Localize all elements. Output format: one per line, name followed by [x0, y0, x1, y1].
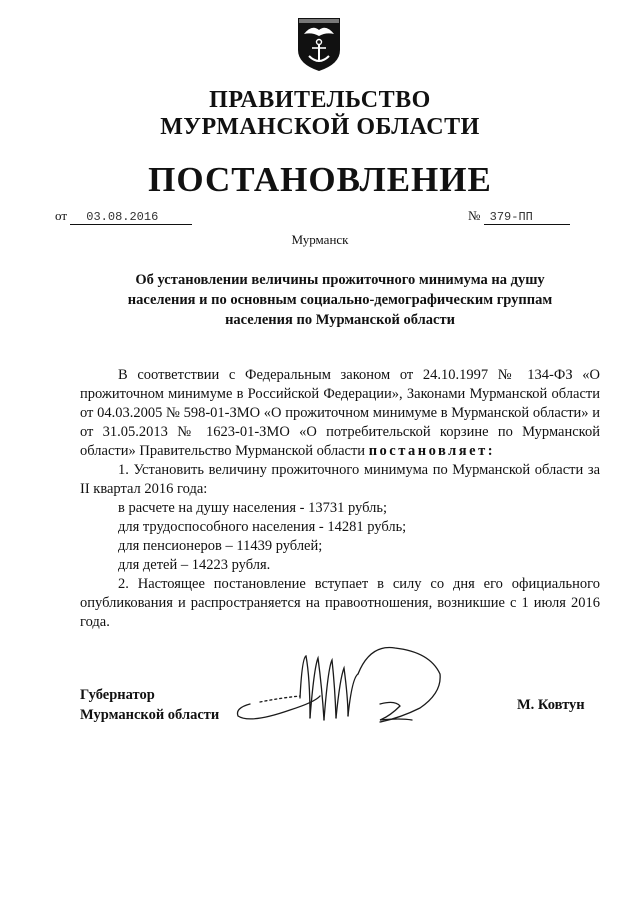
item-2: 2. Настоящее постановление вступает в силу со дня его официального опубликования и распространяется на правоотношения, возникшие с 1 июля 2016 года. — [80, 576, 600, 630]
signatory-title-line2: Мурманской области — [80, 707, 220, 723]
document-date: 03.08.2016 — [70, 210, 192, 225]
document-body — [80, 366, 600, 632]
document-subject: Об установлении величины прожиточного минимума на душу населения и по основным социально-демографическим группам населения по Мурманской области — [127, 272, 553, 328]
item-1: 1. Установить величину прожиточного минимума по Мурманской области за II квартал 2016 года: — [80, 462, 600, 497]
preamble: В соответствии с Федеральным законом от 24.10.1997 № 134-ФЗ «О прожиточном минимуме в Российской Федерации», Законами Мурманской области от 04.03.2005 № 598-01-ЗМО «О прожиточном минимуме в Мурманской области» и от 31.05.2013 № 1623-01-ЗМО «О потребительской корзине по Мурманской области» Правительство Мурманской области — [80, 367, 600, 459]
sub-item: в расчете на душу населения - 13731 рубль; — [118, 500, 387, 516]
government-title-line2: МУРМАНСКОЙ ОБЛАСТИ — [160, 114, 480, 140]
document-type-title: ПОСТАНОВЛЕНИЕ — [148, 160, 492, 199]
murmansk-coat-of-arms-icon — [294, 16, 344, 72]
decree-word: постановляет — [368, 443, 488, 459]
number-prefix: № — [468, 208, 481, 223]
handwritten-signature — [230, 638, 490, 733]
sub-item: для детей – 14223 рубля. — [118, 557, 271, 573]
date-row — [55, 208, 192, 225]
signatory-title — [80, 685, 219, 725]
signatory-name: М. Ковтун — [517, 697, 585, 713]
government-title-line1: ПРАВИТЕЛЬСТВО — [209, 87, 431, 113]
sub-item: для пенсионеров – 11439 рублей; — [118, 538, 323, 554]
date-prefix: от — [55, 208, 68, 223]
number-row — [468, 208, 570, 225]
city-name: Мурманск — [291, 232, 349, 247]
document-number: 379-ПП — [484, 210, 570, 225]
decree-colon: : — [487, 443, 496, 459]
signatory-title-line1: Губернатор — [80, 687, 155, 703]
preamble-text — [80, 366, 600, 461]
sub-item: для трудоспособного населения - 14281 рубль; — [118, 519, 407, 535]
